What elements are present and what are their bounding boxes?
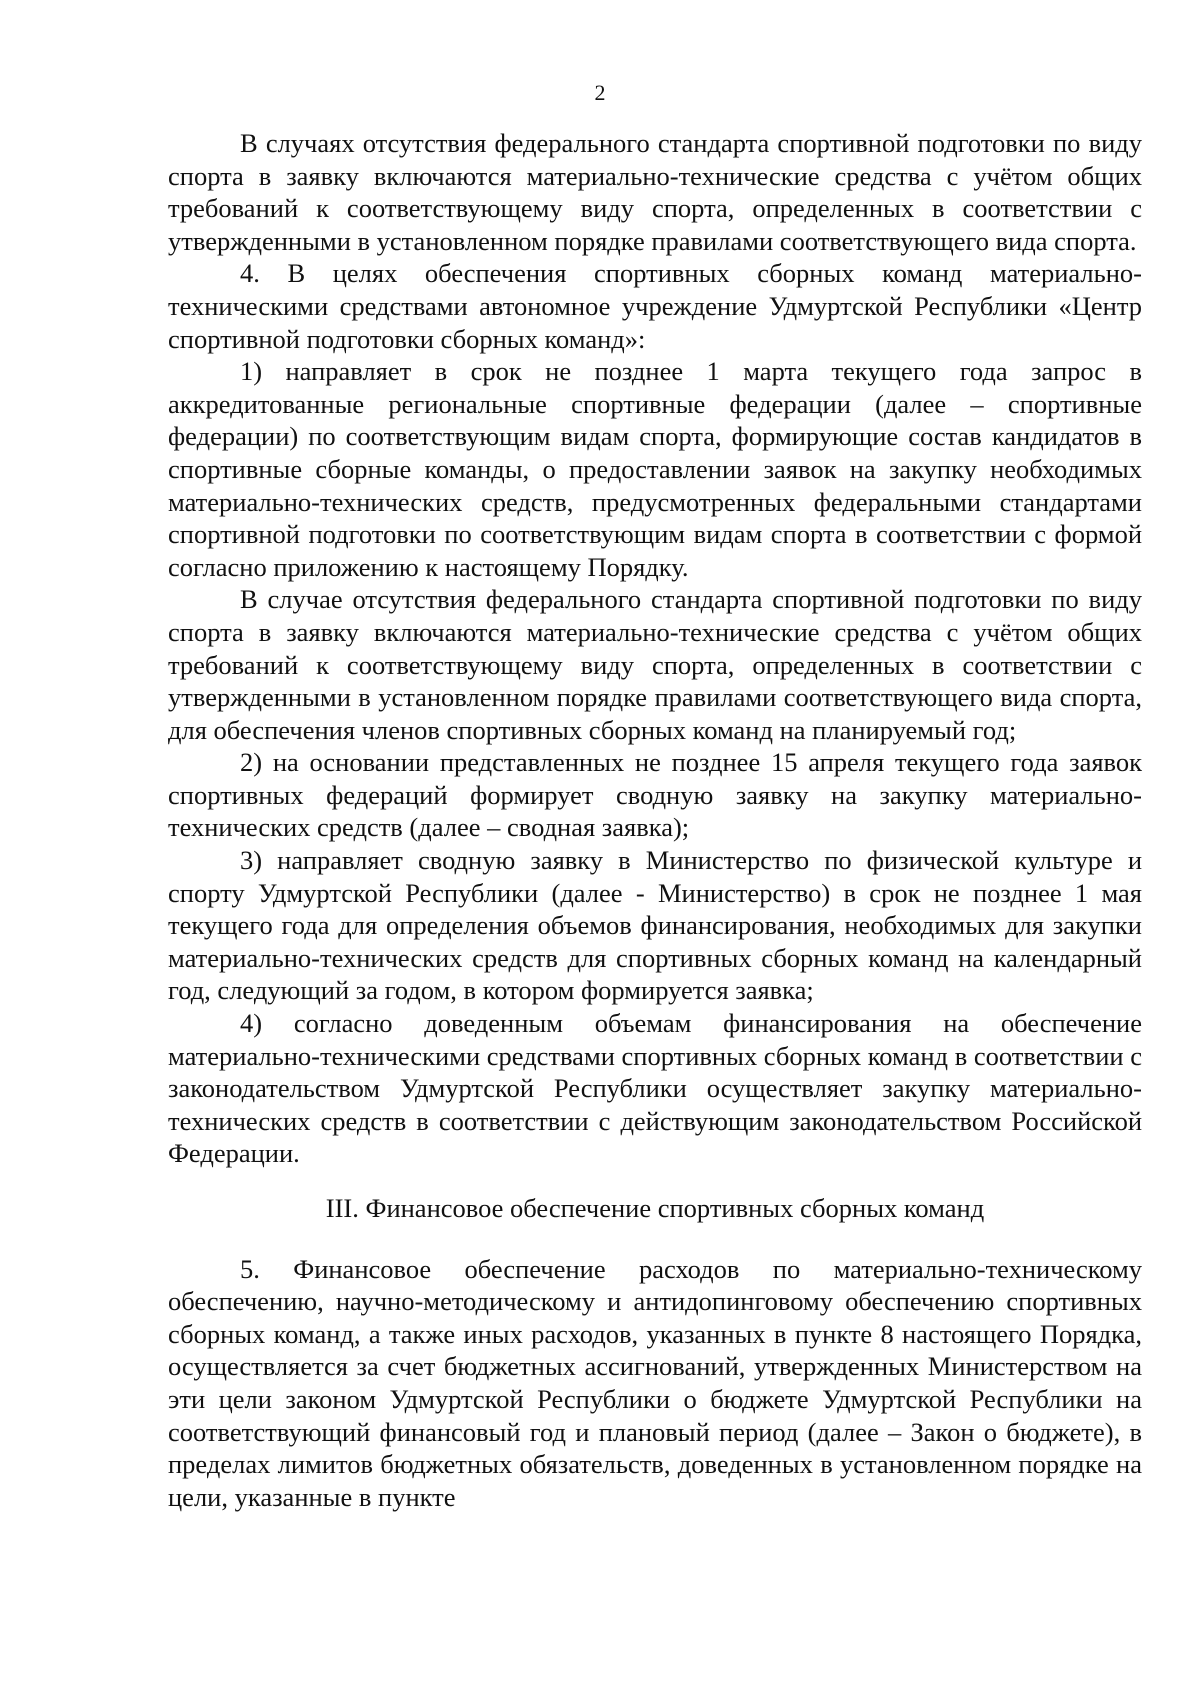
paragraph-subitem-3: 3) направляет сводную заявку в Министерство по физической культуре и спорту Удмуртской Республики (далее - Министерство) в срок не позднее 1 мая текущего года для определения объемов финансирования, необходимых для закупки материально-технических средств для спортивных сборных команд на календарный год, следующий за годом, в котором формируется заявка; (168, 845, 1142, 1006)
section-heading: III. Финансовое обеспечение спортивных сборных команд (325, 1193, 985, 1223)
paragraph-subitem-1: 1) направляет в срок не позднее 1 марта текущего года запрос в аккредитованные региональные спортивные федерации (далее – спортивные федерации) по соответствующим видам спорта, формирующие состав кандидатов в спортивные сборные команды, о предоставлении заявок на закупку необходимых материально-технических средств, предусмотренных федеральными стандартами спортивной подготовки по соответствующим видам спорта в соответствии с формой согласно приложению к настоящему Порядку. (168, 356, 1142, 582)
document-body (168, 127, 1142, 1513)
paragraph-item-5: 5. Финансовое обеспечение расходов по материально-техническому обеспечению, научно-методическому и антидопинговому обеспечению спортивных сборных команд, а также иных расходов, указанных в пункте 8 настоящего Порядка, осуществляется за счет бюджетных ассигнований, утвержденных Министерством на эти цели законом Удмуртской Республики о бюджете Удмуртской Республики на соответствующий финансовый год и плановый период (далее – Закон о бюджете), в пределах лимитов бюджетных обязательств, доведенных в установленном порядке на цели, указанные в пункте (168, 1253, 1142, 1512)
paragraph-subitem-1-continued: В случае отсутствия федерального стандарта спортивной подготовки по виду спорта в заявку включаются материально-технические средства с учётом общих требований к соответствующему виду спорта, определенных в соответствии с утвержденными в установленном порядке правилами соответствующего вида спорта, для обеспечения членов спортивных сборных команд на планируемый год; (168, 584, 1142, 745)
paragraph-standard-absence: В случаях отсутствия федерального стандарта спортивной подготовки по виду спорта в заявку включаются материально-технические средства с учётом общих требований к соответствующему виду спорта, определенных в соответствии с утвержденными в установленном порядке правилами соответствующего вида спорта. (168, 128, 1142, 256)
paragraph-subitem-2: 2) на основании представленных не позднее 15 апреля текущего года заявок спортивных федераций формирует сводную заявку на закупку материально-технических средств (далее – сводная заявка); (168, 747, 1142, 843)
paragraph-subitem-4: 4) согласно доведенным объемам финансирования на обеспечение материально-техническими средствами спортивных сборных команд в соответствии с законодательством Удмуртской Республики осуществляет закупку материально-технических средств в соответствии с действующим законодательством Российской Федерации. (168, 1008, 1142, 1169)
page-number: 2 (594, 80, 606, 105)
paragraph-item-4: 4. В целях обеспечения спортивных сборных команд материально-техническими средствами автономное учреждение Удмуртской Республики «Центр спортивной подготовки сборных команд»: (168, 258, 1142, 354)
